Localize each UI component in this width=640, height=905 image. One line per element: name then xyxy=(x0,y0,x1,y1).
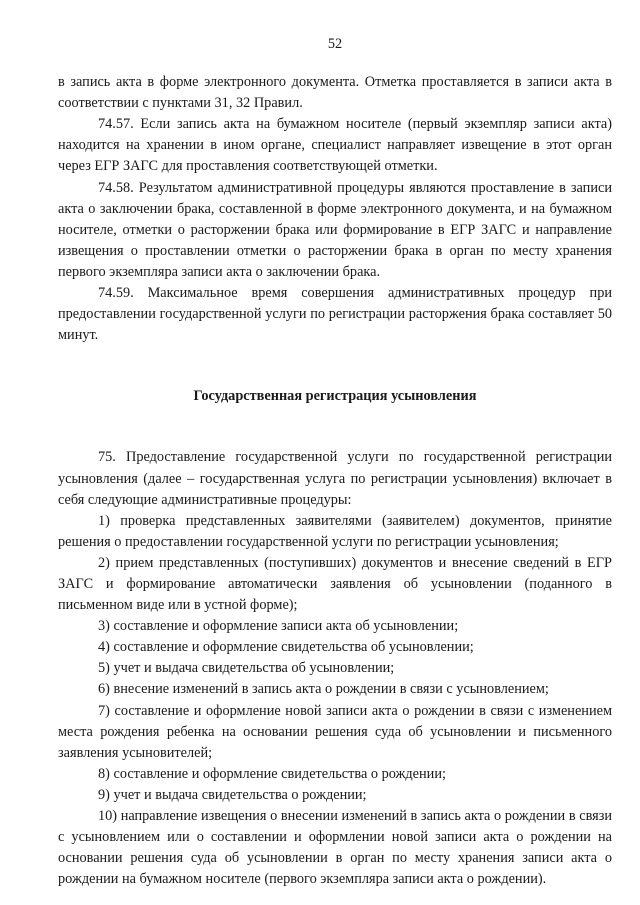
list-item: 5) учет и выдача свидетельства об усыновлении; xyxy=(98,660,395,677)
document-page xyxy=(58,34,612,890)
section-title: Государственная регистрация усыновления xyxy=(193,388,477,405)
paragraph-74-57: 74.57. Если запись акта на бумажном носителе (первый экземпляр записи акта) находится на хранении в ином органе, специалист направляет извещение в этот орган через ЕГР ЗАГС для проставления соответствующей отметки. xyxy=(58,116,612,175)
paragraph-75: 75. Предоставление государственной услуги по государственной регистрации усыновления (далее – государственная услуга по регистрации усыновления) включает в себя следующие административные процедуры: xyxy=(58,449,612,508)
list-item: 4) составление и оформление свидетельства об усыновлении; xyxy=(98,639,474,656)
list-item: 1) проверка представленных заявителями (заявителем) документов, принятие решения о предоставлении государственной услуги по регистрации усыновления; xyxy=(58,512,612,550)
list-item: 8) составление и оформление свидетельства о рождении; xyxy=(98,765,446,782)
list-item: 7) составление и оформление новой записи акта о рождении в связи с изменением места рождения ребенка на основании решения суда об усыновлении и письменного заявления усыновителей; xyxy=(58,702,612,761)
paragraph-74-58: 74.58. Результатом административной процедуры являются проставление в записи акта о заключении брака, составленной в форме электронного документа, и на бумажном носителе, отметки о расторжении брака или формирование в ЕГР ЗАГС и направление извещения о проставлении отметки о расторжении брака в орган по месту хранения первого экземпляра записи акта о заключении брака. xyxy=(58,179,612,280)
page-number: 52 xyxy=(327,36,343,52)
list-item: 2) прием представленных (поступивших) документов и внесение сведений в ЕГР ЗАГС и формирование автоматически заявления об усыновлении (поданного в письменном виде или в устной форме); xyxy=(58,554,612,614)
list-item: 9) учет и выдача свидетельства о рождении; xyxy=(98,786,367,803)
paragraph-74-59: 74.59. Максимальное время совершения административных процедур при предоставлении государственной услуги по регистрации расторжения брака составляет 50 минут. xyxy=(58,285,612,344)
procedure-list xyxy=(58,511,612,891)
list-item: 3) составление и оформление записи акта об усыновлении; xyxy=(98,618,459,635)
paragraph-continuation: в запись акта в форме электронного документа. Отметка проставляется в записи акта в соответствии с пунктами 31, 32 Правил. xyxy=(58,74,612,112)
list-item: 6) внесение изменений в запись акта о рождении в связи с усыновлением; xyxy=(98,681,549,698)
list-item: 10) направление извещения о внесении изменений в запись акта о рождении в связи с усыновлением или о составлении и оформлении новой записи акта о рождении на основании решения суда об усыновлении в орган по месту хранения записи акта о рождении на бумажном носителе (первого экземпляра записи акта о рождении). xyxy=(58,808,612,888)
